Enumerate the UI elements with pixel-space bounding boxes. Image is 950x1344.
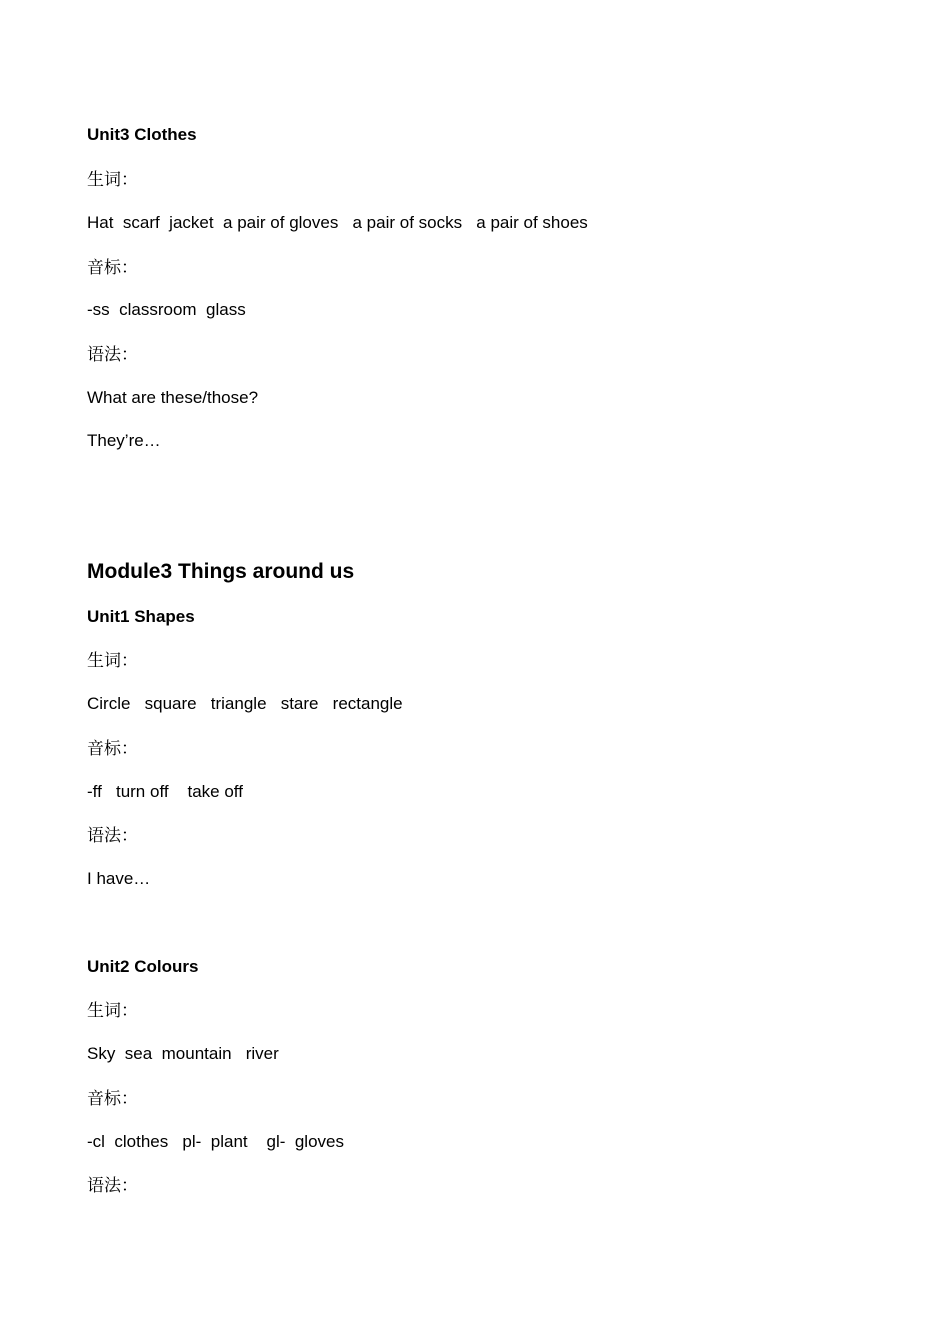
- module-title: Module3 Things around us: [87, 560, 355, 583]
- vocab-text: Circle square triangle stare rectangle: [87, 694, 403, 713]
- unit-title: Unit1 Shapes: [87, 607, 195, 626]
- unit-title: Unit2 Colours: [87, 957, 199, 976]
- vocab-text: Sky sea mountain river: [87, 1044, 279, 1063]
- grammar-label: 语法：: [87, 345, 138, 365]
- vocab-label: 生词：: [87, 1001, 138, 1021]
- grammar-line: I have…: [87, 869, 151, 888]
- vocab-label: 生词：: [87, 170, 138, 190]
- grammar-label: 语法：: [87, 826, 138, 846]
- phonics-text: -ss classroom glass: [87, 300, 246, 319]
- grammar-line: What are these/those?: [87, 388, 259, 407]
- grammar-line: They’re…: [87, 431, 161, 450]
- phonics-label: 音标：: [87, 1089, 138, 1109]
- phonics-text: -cl clothes pl- plant gl- gloves: [87, 1132, 344, 1151]
- phonics-label: 音标：: [87, 739, 138, 759]
- phonics-label: 音标：: [87, 258, 138, 278]
- phonics-text: -ff turn off take off: [87, 782, 243, 801]
- grammar-label: 语法：: [87, 1176, 138, 1196]
- unit-title: Unit3 Clothes: [87, 125, 197, 144]
- vocab-label: 生词：: [87, 651, 138, 671]
- vocab-text: Hat scarf jacket a pair of gloves a pair of socks a pair of shoes: [87, 213, 588, 232]
